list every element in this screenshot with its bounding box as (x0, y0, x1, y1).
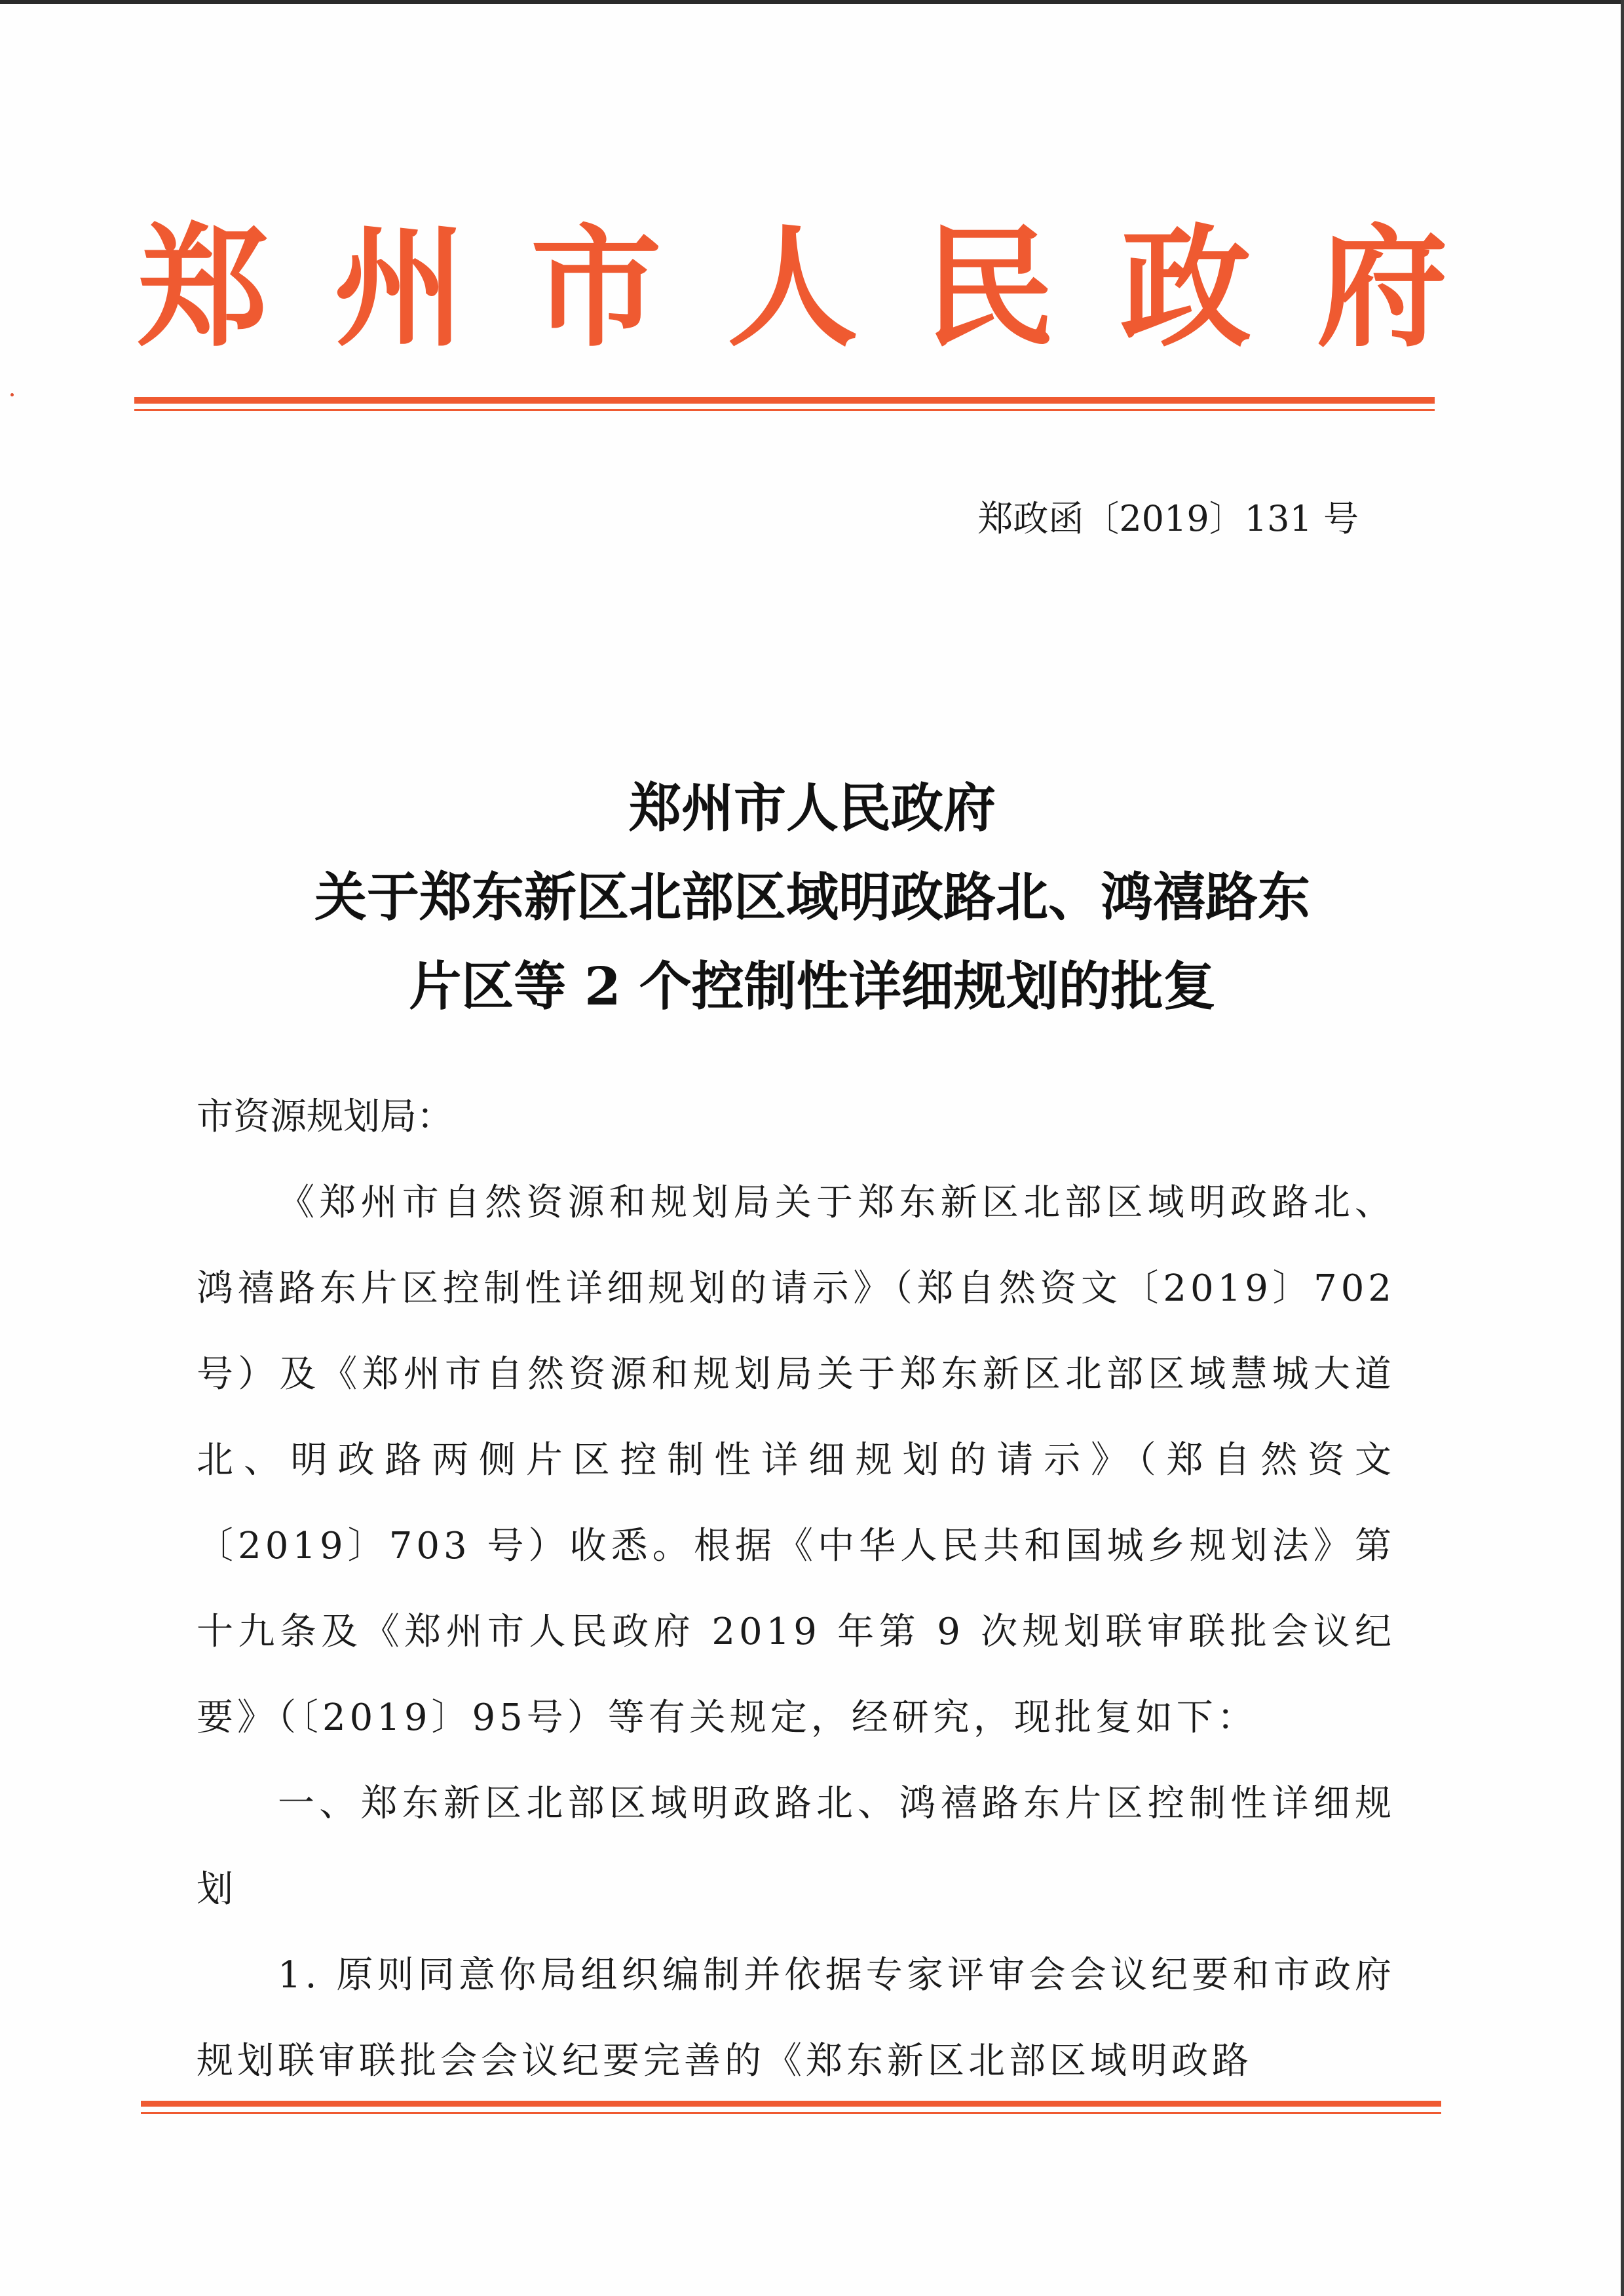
body-paragraph-2: 一、郑东新区北部区域明政路北、鸿禧路东片区控制性详细规划 (197, 1782, 1395, 1911)
header-red-rule-thick (134, 397, 1435, 404)
body-paragraph-1: 《郑州市自然资源和规划局关于郑东新区北部区域明政路北、鸿禧路东片区控制性详细规划的请示》（郑自然资文〔2019〕702号）及《郑州市自然资源和规划局关于郑东新区北部区域慧城大道北、明政路两侧片区控制性详细规划的请示》（郑自然资文〔2019〕703 号）收悉。根据《中华人民共和国城乡规划法》第十九条及《郑州市人民政府 2019 年第 9 次规划联审联批会议纪要》（〔2019〕95号）等有关规定，经研究，现批复如下： (197, 1181, 1395, 1739)
document-title-line-1: 郑州市人民政府 (629, 777, 996, 839)
document-number: 郑政函〔2019〕131 号 (977, 498, 1359, 539)
document-title-line-3: 片区等 2 个控制性详细规划的批复 (409, 955, 1216, 1017)
document-title (157, 763, 1467, 1031)
addressee: 市资源规划局： (197, 1096, 453, 1138)
document-body (197, 1075, 1395, 2104)
document-title-line-2: 关于郑东新区北部区域明政路北、鸿禧路东 (314, 866, 1310, 928)
body-paragraph-3: 1. 原则同意你局组织编制并依据专家评审会会议纪要和市政府规划联审联批会会议纪要完善的《郑东新区北部区域明政路 (197, 1954, 1395, 2082)
issuer-title: 郑州市人民政府 (138, 211, 1514, 365)
scan-edge-right (1621, 0, 1624, 2296)
footer-red-rule-thick (141, 2101, 1441, 2107)
scan-speck (10, 393, 14, 396)
footer-red-rule-thin (141, 2112, 1441, 2114)
scan-edge-top (0, 0, 1624, 4)
header-red-rule-thin (134, 409, 1435, 411)
